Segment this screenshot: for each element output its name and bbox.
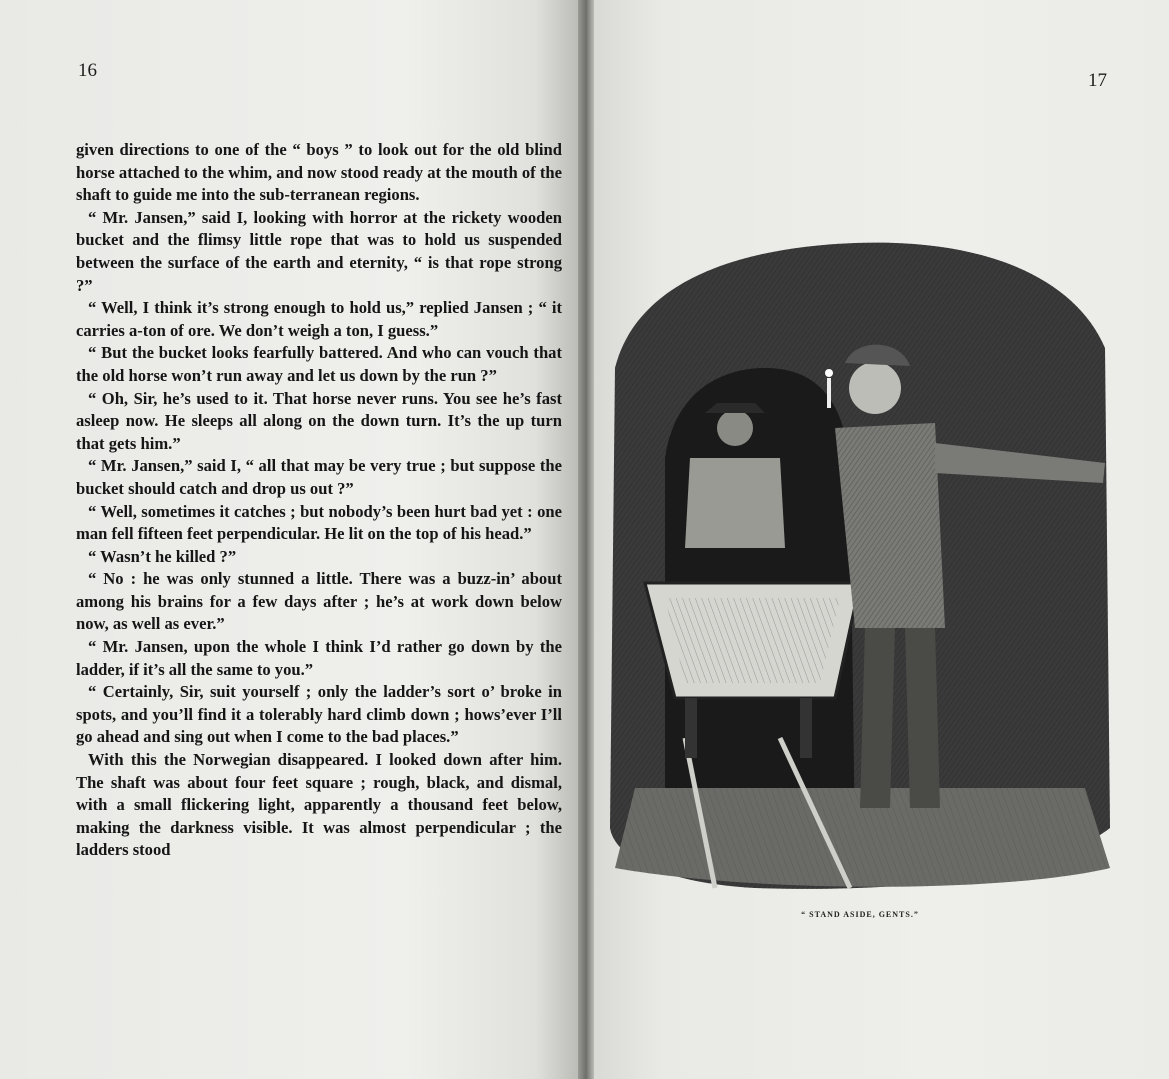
man-leg-left	[860, 628, 895, 808]
candle-flame	[825, 369, 833, 377]
body-text	[76, 139, 562, 862]
paragraph: “ But the bucket looks fearfully battered. And who can vouch that the old horse won’t run away and let us down by the run ?”	[76, 343, 562, 385]
paragraph: “ Mr. Jansen, upon the whole I think I’d rather go down by the ladder, if it’s all the same to you.”	[76, 637, 562, 679]
engraving-svg	[605, 228, 1115, 898]
paragraph: “ Wasn’t he killed ?”	[88, 546, 237, 566]
paragraph: “ Oh, Sir, he’s used to it. That horse never runs. You see he’s fast asleep now. He sleeps all along on the down turn. It’s the up turn that gets him.”	[76, 388, 562, 453]
paragraph: “ No : he was only stunned a little. There was a buzz-in’ about among his brains for a few days after ; he’s at work down below now, as well as ever.”	[76, 569, 562, 634]
man-leg-right	[905, 628, 940, 808]
miner-body	[685, 458, 785, 548]
page-number-left: 16	[78, 60, 97, 81]
paragraph: “ Well, I think it’s strong enough to hold us,” replied Jansen ; “ it carries a-ton of ore. We don’t weigh a ton, I guess.”	[76, 298, 562, 340]
paragraph: “ Mr. Jansen,” said I, looking with horror at the rickety wooden bucket and the flimsy little rope that was to hold us suspended between the surface of the earth and eternity, “ is that rope strong ?”	[76, 207, 562, 295]
candle	[827, 378, 831, 408]
mine-engraving-illustration	[605, 228, 1115, 898]
paragraph: “ Well, sometimes it catches ; but nobody’s been hurt bad yet : one man fell fifteen feet perpendicular. He lit on the top of his head.”	[76, 501, 562, 544]
paragraph: “ Mr. Jansen,” said I, “ all that may be very true ; but suppose the bucket should catch and drop us out ?”	[76, 456, 562, 498]
paragraph: “ Certainly, Sir, suit yourself ; only the ladder’s sort o’ broke in spots, and you’ll find it a tolerably hard climb down ; hows’ever I’ll go ahead and sing out when I come to the bad places.”	[76, 682, 562, 747]
miner-head	[717, 410, 753, 446]
man-head	[849, 362, 901, 414]
illustration-caption: “ STAND ASIDE, GENTS.”	[801, 910, 919, 919]
paragraph: given directions to one of the “ boys ” to look out for the old blind horse attached to the whim, and now stood ready at the mouth of the shaft to guide me into the sub-terranean regions.	[76, 140, 562, 205]
paragraph: With this the Norwegian disappeared. I looked down after him. The shaft was about four feet square ; rough, black, and dismal, with a small flickering light, apparently a thousand feet below, making the darkness visible. It was almost perpendicular ; the ladders stood	[76, 750, 562, 860]
page-number-right: 17	[1088, 70, 1107, 91]
